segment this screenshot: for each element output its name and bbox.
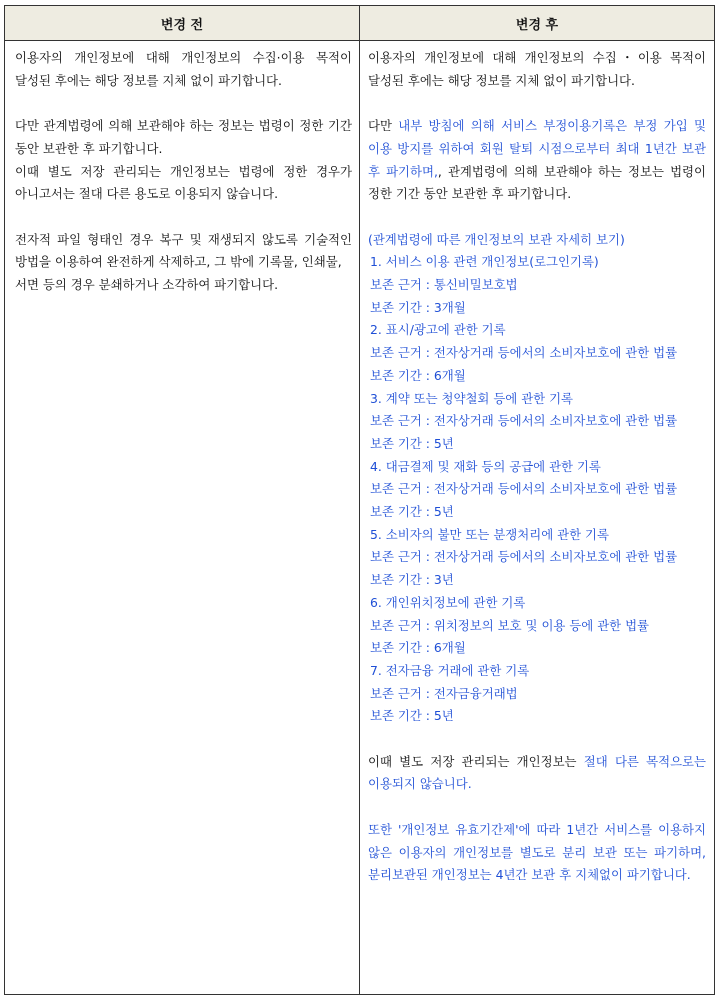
record-title: 3. 계약 또는 청약철회 등에 관한 기록 xyxy=(370,390,574,406)
record-period: 보존 기간 : 6개월 xyxy=(370,640,466,656)
record-basis: 보존 근거 : 전자상거래 등에서의 소비자보호에 관한 법률 xyxy=(370,413,678,429)
record-title: 4. 대금결제 및 재화 등의 공급에 관한 기록 xyxy=(370,458,601,474)
record-period: 보존 기간 : 5년 xyxy=(370,435,454,451)
record-period: 보존 기간 : 6개월 xyxy=(370,367,466,383)
record-period: 보존 기간 : 5년 xyxy=(370,504,454,520)
after-paragraph-4: 또한 '개인정보 유효기간제'에 따라 1년간 서비스를 이용하지 않은 이용자의 개인정보를 별도로 분리 보관 또는 파기하며, 분리보관된 개인정보는 4년간 보관 후 지체없이 파기합니다. xyxy=(368,821,706,883)
record-basis: 보존 근거 : 전자상거래 등에서의 소비자보호에 관한 법률 xyxy=(370,481,678,497)
record-title: 2. 표시/광고에 관한 기록 xyxy=(370,322,506,338)
record-title: 6. 개인위치정보에 관한 기록 xyxy=(370,594,526,610)
retention-list-title: (관계법령에 따른 개인정보의 보관 자세히 보기) xyxy=(368,231,625,247)
table-header-row xyxy=(5,6,714,41)
record-title: 7. 전자금융 거래에 관한 기록 xyxy=(370,662,530,678)
before-paragraph-3b: 서면 등의 경우 분쇄하거나 소각하여 파기합니다. xyxy=(15,277,279,292)
record-basis: 보존 근거 : 통신비밀보호법 xyxy=(370,277,518,292)
after-column xyxy=(360,41,714,994)
record-period: 보존 기간 : 3개월 xyxy=(370,299,466,315)
after-paragraph-3-prefix: 이때 별도 저장 관리되는 개인정보는 xyxy=(368,753,584,769)
after-paragraph-2-highlight: 내부 방침에 의해 서비스 부정이용기록은 부정 가입 및 이용 방지를 위하여 회원 탈퇴 시점으로부터 최대 1년간 보관 후 파기하며, xyxy=(368,118,706,179)
record-basis: 보존 근거 : 전자금융거래법 xyxy=(370,685,518,701)
header-after: 변경 후 xyxy=(515,17,559,33)
record-period: 보존 기간 : 5년 xyxy=(370,708,454,724)
before-paragraph-3a: 전자적 파일 형태인 경우 복구 및 재생되지 않도록 기술적인 방법을 이용하여 완전하게 삭제하고, 그 밖에 기록물, 인쇄물, xyxy=(15,231,352,270)
after-paragraph-2 xyxy=(368,115,706,206)
table-body-row xyxy=(5,41,714,994)
after-paragraph-2-prefix: 다만 xyxy=(368,118,399,134)
record-basis: 보존 근거 : 전자상거래 등에서의 소비자보호에 관한 법률 xyxy=(370,345,678,361)
after-paragraph-1: 이용자의 개인정보에 대해 개인정보의 수집・이용 목적이 달성된 후에는 해당 정보를 지체 없이 파기합니다. xyxy=(368,50,706,88)
after-paragraph-3-highlight: 절대 다른 목적으로는 이용되지 않습니다. xyxy=(368,753,706,792)
after-paragraph-3 xyxy=(368,751,706,796)
record-title: 5. 소비자의 불만 또는 분쟁처리에 관한 기록 xyxy=(370,526,609,542)
after-paragraph-2-rest: , 관계법령에 의해 보관해야 하는 정보는 법령이 정한 기간 동안 보관한 후 파기합니다. xyxy=(368,163,706,202)
record-basis: 보존 근거 : 전자상거래 등에서의 소비자보호에 관한 법률 xyxy=(370,549,678,565)
before-column xyxy=(5,41,360,994)
retention-list xyxy=(368,251,706,728)
record-basis: 보존 근거 : 위치정보의 보호 및 이용 등에 관한 법률 xyxy=(370,617,650,633)
record-title: 1. 서비스 이용 관련 개인정보(로그인기록) xyxy=(370,254,599,270)
before-paragraph-2a: 다만 관계법령에 의해 보관해야 하는 정보는 법령이 정한 기간 동안 보관한 후 파기합니다. xyxy=(15,118,352,156)
record-period: 보존 기간 : 3년 xyxy=(370,572,454,588)
before-paragraph-1: 이용자의 개인정보에 대해 개인정보의 수집·이용 목적이 달성된 후에는 해당 정보를 지체 없이 파기합니다. xyxy=(15,50,352,88)
before-paragraph-2b: 이때 별도 저장 관리되는 개인정보는 법령에 정한 경우가 아니고서는 절대 다른 용도로 이용되지 않습니다. xyxy=(15,163,352,202)
comparison-table xyxy=(4,5,715,995)
header-before: 변경 전 xyxy=(5,6,360,40)
